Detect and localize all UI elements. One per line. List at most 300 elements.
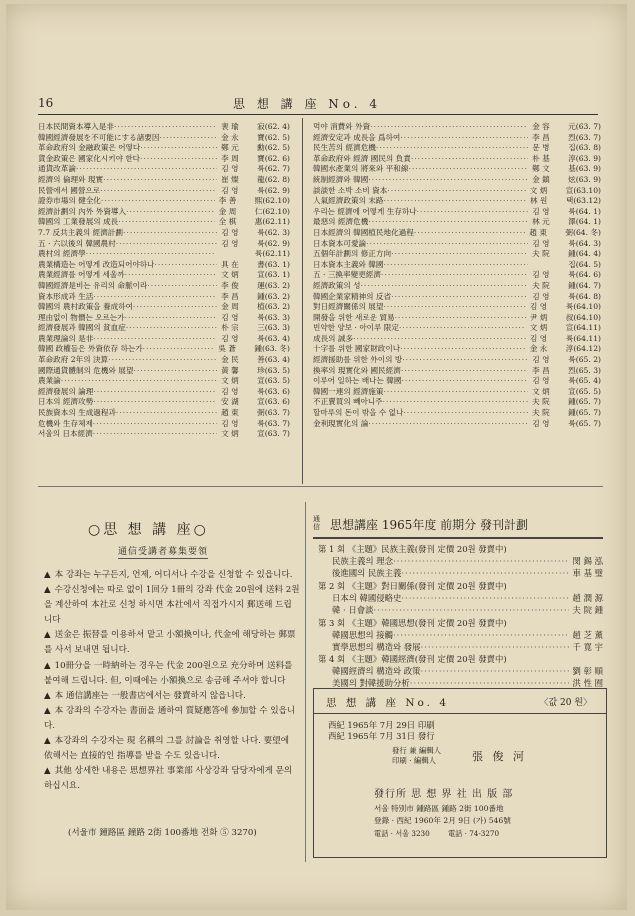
toc-entry-issue: 宣(63. 7)	[257, 429, 290, 439]
toc-entry-author: 夫 院	[532, 280, 550, 290]
toc-entry-author	[215, 249, 255, 260]
dot-leader	[360, 281, 528, 292]
toc-entry	[313, 133, 601, 144]
dot-leader	[353, 334, 526, 345]
toc-entry	[313, 408, 601, 419]
toc-entry-issue: 宣(64.11)	[565, 323, 601, 333]
toc-entry-issue: 珍(63. 5)	[257, 365, 290, 375]
toc-entry-author: 林 원	[530, 196, 548, 206]
toc-entry	[313, 186, 601, 197]
toc-entry-issue: 륙(62. 9)	[257, 238, 290, 248]
toc-entry-title: 經濟의 倫理와 現實	[38, 174, 104, 184]
toc-entry-title: 人氣經濟政策의 末路	[313, 196, 384, 206]
toc-entry-issue: 植(63. 2)	[257, 302, 290, 312]
toc-entry-title: 韓國 政權들은 外資依存 하는가	[38, 344, 143, 354]
toc-entry-issue: 熙(62.10)	[254, 196, 290, 206]
dot-leader	[76, 164, 217, 175]
toc-entry	[313, 302, 601, 313]
dot-leader	[147, 281, 217, 292]
toc-entry-issue: 륙(64. 3)	[568, 238, 601, 248]
column-divider	[305, 502, 306, 862]
announcement-item	[44, 659, 300, 689]
toc-entry-author: 김 영	[530, 333, 548, 343]
announcement-item	[44, 734, 300, 764]
toc-entry-issue: 집(63. 8)	[568, 143, 601, 153]
dot-leader	[384, 387, 529, 398]
toc-entry-issue: 륙(62. 7)	[257, 164, 290, 174]
toc-entry-title: 日本의 經濟攻勢	[38, 397, 94, 407]
triangle-bullet-icon: ▲	[44, 705, 51, 716]
toc-entry	[313, 239, 601, 250]
toc-entry-issue: 鍾(64. 4)	[568, 249, 601, 259]
toc-entry-title: 韓國經濟是비는 유리의 命脈이라	[38, 280, 148, 290]
schedule-article-title: 韓國經濟의 構造와 政策	[332, 666, 421, 676]
toc-entry-author: 김 영	[221, 238, 239, 248]
schedule-rule	[313, 537, 603, 539]
dot-leader	[93, 397, 217, 408]
toc-entry-title: 不正賣買의 빼아니주	[313, 397, 383, 407]
toc-entry-author: 夫 院	[532, 397, 550, 407]
dot-leader	[101, 196, 215, 207]
toc-entry-author: 金 容	[532, 122, 550, 131]
dot-leader	[391, 249, 528, 260]
toc-entry-author: 金 鎮	[532, 174, 550, 184]
toc-entry-author: 裵 瑜	[221, 122, 239, 131]
toc-entry-issue: 鍾(64. 7)	[568, 280, 601, 290]
toc-entry-issue: 륙(63. 7)	[257, 418, 290, 428]
toc-entry-issue: 鍾(63. 冬)	[254, 344, 290, 354]
toc-entry-issue: 륙(63. 3)	[257, 312, 290, 322]
schedule-article-title: 日本의 韓國侵略史	[332, 593, 402, 603]
toc-entry	[38, 239, 290, 250]
toc-entry-author: 黃 馨	[221, 365, 239, 375]
toc-entry	[38, 292, 290, 303]
toc-entry-issue: 龍(62. 8)	[257, 174, 290, 184]
dot-leader	[93, 419, 218, 430]
toc-entry-issue: 륙(62.11)	[255, 249, 290, 259]
schedule-article-author: 閔 錫 泓	[572, 556, 603, 566]
toc-entry-issue: 택(63.12)	[566, 196, 601, 206]
toc-entry-issue: 叔(64.10)	[565, 312, 601, 322]
toc-entry-issue: 弼(64. 冬)	[565, 227, 601, 237]
toc-entry-issue: 書(63. 1)	[257, 259, 290, 269]
toc-entry-author: 김 영	[532, 270, 550, 280]
announcement-item	[44, 764, 300, 794]
toc-entry-author: 김 영	[532, 376, 550, 386]
dot-leader	[370, 122, 528, 133]
schedule-title: 思想講座 1965年度 前期分 發刊計劃	[330, 518, 528, 532]
toc-entry-title: 먹야 消費와 外資	[313, 122, 371, 131]
toc-entry-title: 할마루의 돈이 밖을 수 없나	[313, 408, 404, 418]
toc-entry	[313, 376, 601, 387]
toc-entry-title: 經濟安定과 成長을 爲하여	[313, 132, 401, 142]
toc-entry-author: 李 俊	[221, 280, 239, 290]
toc-entry-author: 김 영	[532, 206, 550, 216]
toc-entry-title: 우리는 經濟에 어떻게 生存하나	[313, 206, 417, 216]
toc-entry-issue: 烈(63. 7)	[568, 132, 601, 142]
toc-entry	[38, 122, 290, 133]
schedule-article-title: 韓 · 日會談	[332, 605, 374, 615]
toc-entry-title: 韓國企業家精神의 反省	[313, 291, 392, 301]
dot-leader	[103, 175, 217, 186]
toc-entry-issue: 鍾(63. 2)	[257, 291, 290, 301]
schedule-issue	[318, 580, 603, 616]
toc-entry-title: 對日經濟關係의 展望	[313, 302, 384, 312]
toc-entry-author: 鄭 文	[532, 164, 550, 174]
toc-entry	[38, 175, 290, 186]
toc-entry	[38, 408, 290, 419]
dot-leader	[160, 133, 218, 144]
toc-entry-author: 鄭 元	[221, 143, 239, 153]
toc-entry-issue: 륙(65. 4)	[568, 376, 601, 386]
toc-entry	[38, 323, 290, 334]
dot-leader	[391, 292, 528, 303]
toc-entry-title: 革命政府와 經濟 國民의 負責	[313, 153, 411, 163]
phone-numbers: 電話 · 서울 3230 電話 · 74-3270	[374, 829, 500, 838]
dot-leader	[154, 260, 217, 271]
toc-entry-author: 全 棋	[218, 217, 237, 227]
toc-entry-author: 金 民	[221, 355, 239, 365]
toc-entry-issue: 寶(62. 6)	[257, 153, 290, 163]
toc-entry	[313, 397, 601, 408]
toc-entry-author: 林 元	[532, 217, 550, 227]
toc-entry-author: 김 영	[221, 386, 239, 396]
toc-entry-title: 理由없이 物價는 오르는가	[38, 312, 125, 322]
toc-entry-author: 金 永	[529, 344, 548, 354]
toc-entry-issue: 基(63. 9)	[568, 164, 601, 174]
announcement-item	[44, 689, 300, 704]
toc-entry-issue: 륙(63. 4)	[257, 333, 290, 343]
toc-entry-author: 김 영	[532, 238, 550, 248]
toc-entry-title: 談談한 소박 소비 資本	[313, 185, 388, 195]
toc-entry	[38, 143, 290, 154]
toc-entry	[38, 249, 290, 260]
toc-entry-issue: 륙(65. 2)	[568, 355, 601, 365]
triangle-bullet-icon: ▲	[44, 766, 51, 777]
dot-leader	[368, 175, 528, 186]
page-number: 16	[38, 96, 54, 110]
column-divider	[302, 118, 303, 484]
toc-entry-issue: 宣(63. 1)	[257, 270, 290, 280]
schedule-article-author: 洪 性 囿	[572, 678, 603, 688]
toc-entry-author: 김 영	[221, 333, 239, 343]
toc-entry-author: 李 昌	[532, 132, 550, 142]
toc-entry-title: 民營에서 國營으로	[38, 185, 101, 195]
toc-entry	[38, 429, 290, 440]
section-rule	[38, 486, 603, 487]
toc-entry-title: 日本資本主義와 韓國	[313, 259, 384, 269]
toc-entry	[313, 313, 601, 324]
toc-left-column	[38, 122, 290, 440]
toc-entry-title: 農業論	[38, 376, 61, 386]
triangle-bullet-icon: ▲	[44, 585, 51, 596]
dot-leader	[384, 302, 527, 313]
dot-leader	[368, 217, 528, 228]
publishing-company: 發行所 思 想 界 社 出 版 部	[374, 789, 514, 800]
dot-leader	[140, 154, 217, 165]
toc-entry-issue: 륙(62. 3)	[257, 227, 290, 237]
announcement-item-text: 送金은 振替를 이용하셔 맡고 小額換이나, 代金에 해당하는 郵票를 사서 보내면 됩니다.	[44, 630, 296, 656]
toc-entry	[38, 281, 290, 292]
toc-entry-author: 김 영	[532, 291, 550, 301]
announcement-item-text: 10冊分을 一時納하는 경우는 代金 200원으로 充分하며 送料를 붙여해 드립니다. 但, 이때에는 小額換으로 송금해 주셔야 합니다	[44, 660, 293, 686]
toc-entry-title: 經濟發展의 論理	[38, 386, 94, 396]
dot-leader	[116, 408, 217, 419]
toc-entry-title: 危機와 生存체제	[38, 418, 93, 428]
schedule-article-title: 實學思想의 構造와 發展	[332, 642, 421, 652]
toc-entry-author: 文 炳	[221, 429, 239, 439]
toc-entry-title: 民生苦의 經濟危機	[313, 143, 376, 153]
schedule-issue-head: 第 3 회 《主題》韓國思想(發刊 定價 20원 發賣中)	[318, 618, 507, 628]
toc-entry	[313, 122, 601, 133]
toc-entry	[38, 270, 290, 281]
company-address: 서울 特別市 鍾路區 鍾路 2街 100番地	[374, 804, 504, 813]
schedule-article	[318, 629, 603, 641]
dot-leader	[114, 122, 217, 133]
schedule-article-author: 劉 彰 順	[572, 666, 603, 676]
dot-leader	[414, 228, 526, 239]
toc-entry	[313, 292, 601, 303]
toc-entry	[313, 387, 601, 398]
toc-entry-author: 김 영	[221, 418, 239, 428]
triangle-bullet-icon: ▲	[44, 736, 51, 747]
toc-entry	[313, 334, 601, 345]
toc-entry-title: 換率의 現實化와 國民經濟	[313, 365, 401, 375]
toc-entry-title: 資本形成과 生活	[38, 291, 94, 301]
toc-entry-issue: 宣(63. 6)	[257, 397, 290, 407]
announcement-item-text: 本 강좌의 수강자는 書面을 通하여 質疑應答에 參加할 수 있읍니다.	[44, 705, 296, 731]
dot-leader	[116, 239, 218, 250]
toc-entry	[38, 186, 290, 197]
dot-leader	[408, 164, 528, 175]
dot-leader	[140, 143, 217, 154]
dot-leader	[395, 313, 526, 324]
triangle-bullet-icon: ▲	[44, 570, 51, 580]
schedule-article-author: 夫 院 鍾	[572, 605, 603, 615]
dot-leader	[384, 196, 527, 207]
toc-entry-issue: 宣(65. 5)	[568, 386, 601, 396]
toc-entry-title: 7.7 反共主義의 經濟計劃	[38, 227, 123, 237]
schedule-article-author: 趙 潤 源	[572, 593, 603, 603]
toc-entry-author: 夫 院	[532, 249, 550, 259]
toc-entry-issue: 륙(63. 6)	[257, 386, 290, 396]
toc-entry-issue: 륙(62. 9)	[257, 185, 290, 195]
toc-entry-issue: 륙(65. 7)	[568, 418, 601, 428]
dot-leader	[402, 355, 528, 366]
schedule-issue	[318, 653, 603, 689]
toc-entry-issue: 淳(63. 9)	[568, 153, 601, 163]
toc-entry-author: 李 周	[221, 153, 239, 163]
toc-entry-author: 李 昌	[532, 365, 550, 375]
toc-entry-title: 開發을 위한 새로운 貿易	[313, 312, 395, 322]
toc-entry	[313, 196, 601, 207]
toc-entry-title: 五 · 三換率變更經濟	[313, 270, 381, 280]
toc-entry-title: 革命政府의 金融政策은 어떻다	[38, 143, 141, 153]
dot-leader	[374, 604, 569, 616]
schedule-article-author: 趙 芝 薰	[572, 630, 603, 640]
toc-entry-issue: 惠(62.11)	[254, 217, 290, 227]
toc-entry-title: 成長의 誠多	[313, 333, 354, 343]
toc-entry-author: 朴 基	[532, 153, 550, 163]
dot-leader	[125, 313, 218, 324]
toc-entry	[313, 207, 601, 218]
toc-entry-title: 農業構造는 어떻게 改造되어야하나	[38, 259, 155, 269]
toc-entry-title: 빈약한 양보 · 아이루 限定	[313, 323, 399, 333]
toc-entry-issue: 淳(64.12)	[565, 344, 601, 354]
toc-entry	[313, 260, 601, 271]
toc-entry	[38, 419, 290, 430]
toc-entry-title: 이루어 일하는 배나는 韓國	[313, 376, 402, 386]
toc-entry	[313, 366, 601, 377]
toc-entry-title: 韓國의 工業發展의 成長	[38, 217, 119, 227]
toc-entry-author: 趙 東	[529, 227, 547, 237]
toc-entry	[313, 175, 601, 186]
toc-entry-issue: 宣(63.10)	[565, 185, 601, 195]
toc-entry-issue: 륙(64. 8)	[568, 291, 601, 301]
dot-leader	[123, 228, 217, 239]
dot-leader	[382, 397, 528, 408]
toc-entry-author: 문 병	[532, 143, 550, 153]
schedule-issue-head: 第 1 회 《主題》民族主義(發刊 定價 20원 發賣中)	[318, 544, 507, 554]
toc-entry	[313, 249, 601, 260]
dot-leader	[417, 207, 529, 218]
toc-entry	[38, 376, 290, 387]
dot-leader	[399, 323, 526, 334]
toc-entry-title: 統制經濟와 韓國	[313, 174, 369, 184]
announcement-item	[44, 704, 300, 734]
toc-entry-title: 通貨改革論	[38, 164, 76, 174]
dot-leader	[376, 143, 529, 154]
toc-entry-issue: 炫(63. 9)	[568, 174, 601, 184]
toc-entry-issue: 륙(64.10)	[566, 302, 601, 312]
journal-title: 思 想 講 座 No. 4	[233, 97, 382, 111]
publisher-label: 發行 兼 編輯人	[392, 746, 442, 755]
toc-entry-issue: 寶(62. 5)	[257, 132, 290, 142]
toc-entry-issue: 澤(64. 1)	[568, 217, 601, 227]
schedule-issue-head: 第 2 회 《主題》對日關係(發刊 定價 20원 發賣中)	[318, 581, 507, 591]
dot-leader	[401, 366, 528, 377]
announcement-subtitle: 通信受講者募集要領	[118, 544, 208, 559]
dot-leader	[100, 186, 217, 197]
imprint-title: 思 想 講 座 No. 4	[326, 697, 450, 709]
issue-date: 西紀 1965年 7月 31日 發行	[328, 731, 435, 741]
toc-entry-title: 經濟政策의 성	[313, 280, 361, 290]
toc-entry-author: 吳 蒼	[218, 344, 236, 354]
toc-entry-author: 김 영	[221, 164, 239, 174]
toc-entry-author: 김 영	[532, 355, 550, 365]
dot-leader	[411, 154, 528, 165]
toc-entry-title: 韓國經濟發展を不可能にする諸要因	[38, 132, 160, 142]
toc-entry-author	[528, 260, 568, 271]
toc-entry-author: 李 善	[218, 196, 237, 206]
schedule-article-title: 美國의 對韓援助分析	[332, 678, 410, 688]
toc-entry-title: 서울의 日本經濟	[38, 429, 93, 439]
toc-entry	[38, 344, 290, 355]
toc-entry	[38, 154, 290, 165]
toc-entry	[38, 302, 290, 313]
imprint-price: 〈값 20 원〉	[539, 698, 592, 708]
toc-entry-author: 김 영	[221, 185, 239, 195]
dot-leader	[126, 207, 215, 218]
dot-leader	[384, 260, 529, 271]
dot-leader	[381, 270, 528, 281]
toc-entry-issue: 善(63. 4)	[257, 355, 290, 365]
toc-entry-title: 民族資本의 生成過程과	[38, 408, 116, 418]
toc-entry	[313, 164, 601, 175]
dot-leader	[93, 292, 217, 303]
toc-entry-author: 金 永	[221, 132, 239, 142]
toc-entry-author: 김 영	[221, 312, 239, 322]
toc-entry-issue: 勳(62. 5)	[257, 143, 290, 153]
announcement-item-text: 本 通信講座는 一般書店에서는 發賣하지 않읍니다.	[54, 690, 246, 701]
toc-entry-title: 國際通貨體制의 危機와 展望	[38, 365, 134, 375]
toc-entry-issue: 륙(64.11)	[566, 333, 601, 343]
page-header	[38, 94, 598, 115]
toc-entry-issue: 宣(63. 5)	[257, 376, 290, 386]
toc-entry-issue: 仁(62.10)	[254, 206, 290, 216]
dot-leader	[61, 376, 217, 387]
toc-entry	[38, 313, 290, 324]
toc-entry	[38, 355, 290, 366]
toc-entry-author: 安 湖	[221, 397, 239, 407]
dot-leader	[387, 186, 525, 197]
triangle-bullet-icon: ▲	[44, 660, 51, 671]
toc-entry	[38, 366, 290, 377]
toc-entry	[313, 143, 601, 154]
toc-entry-title: 農業理論의 是非	[38, 333, 94, 343]
dot-leader	[93, 429, 217, 440]
toc-entry-issue: 寂(62. 4)	[257, 122, 290, 131]
announcement-item	[44, 583, 300, 628]
toc-entry-issue: 烈(65. 3)	[568, 365, 601, 375]
dot-leader	[400, 344, 526, 355]
toc-entry-author: 趙 東	[221, 408, 239, 418]
dot-leader	[108, 355, 217, 366]
toc-entry-title: 韓國水產業의 將來와 平和線	[313, 164, 409, 174]
toc-entry-author: 金 周	[221, 302, 239, 312]
toc-entry-title: 五 · 六以後의 韓國農村	[38, 238, 116, 248]
toc-entry-title: 韓國一連의 經濟施策	[313, 386, 384, 396]
toc-entry-author: 夫 院	[532, 408, 550, 418]
dot-leader	[366, 239, 528, 250]
toc-entry-issue: 鍾(65. 7)	[568, 397, 601, 407]
announcement-item-text: 수강신청에는 따로 없이 1回分 1冊의 강좌 代金 20원에 送料 2원을 계산하여 本社로 신청 하시면 本社에서 직접가시지 郵送해 드립니다	[44, 585, 300, 626]
dot-leader	[118, 217, 214, 228]
toc-entry-issue: 집(64. 5)	[568, 259, 601, 269]
dot-leader	[133, 302, 217, 313]
schedule-issue-head: 第 4 회 《主題》韓國經濟(發刊 定價 20원 發賣中)	[318, 654, 507, 664]
dot-leader	[421, 641, 569, 653]
schedule-article-author: 車 基 璧	[572, 568, 603, 578]
announcement-item-text: 本 강좌는 누구든지, 언제, 어디서나 수강을 신청할 수 있읍니다.	[54, 570, 293, 580]
schedule-article	[318, 641, 603, 653]
schedule-article	[318, 555, 603, 567]
dot-leader	[93, 334, 217, 345]
registration-number: 登錄 · 西紀 1960年 2月 9日 (가) 546號	[374, 816, 511, 825]
toc-entry-title: 貨金政策은 國家化시키야 한다	[38, 153, 140, 163]
imprint-rule	[314, 713, 606, 714]
toc-entry-title: 農村의 經濟學	[38, 249, 86, 259]
schedule-label: 通信	[313, 515, 320, 531]
toc-entry-author: 文 炳	[221, 270, 239, 280]
dot-leader	[133, 366, 217, 377]
toc-entry-issue: 弼(63. 7)	[257, 408, 290, 418]
toc-entry	[313, 355, 601, 366]
toc-entry	[38, 133, 290, 144]
dot-leader	[393, 555, 569, 567]
toc-entry	[38, 164, 290, 175]
toc-entry-author: 尹 炳	[529, 312, 548, 322]
